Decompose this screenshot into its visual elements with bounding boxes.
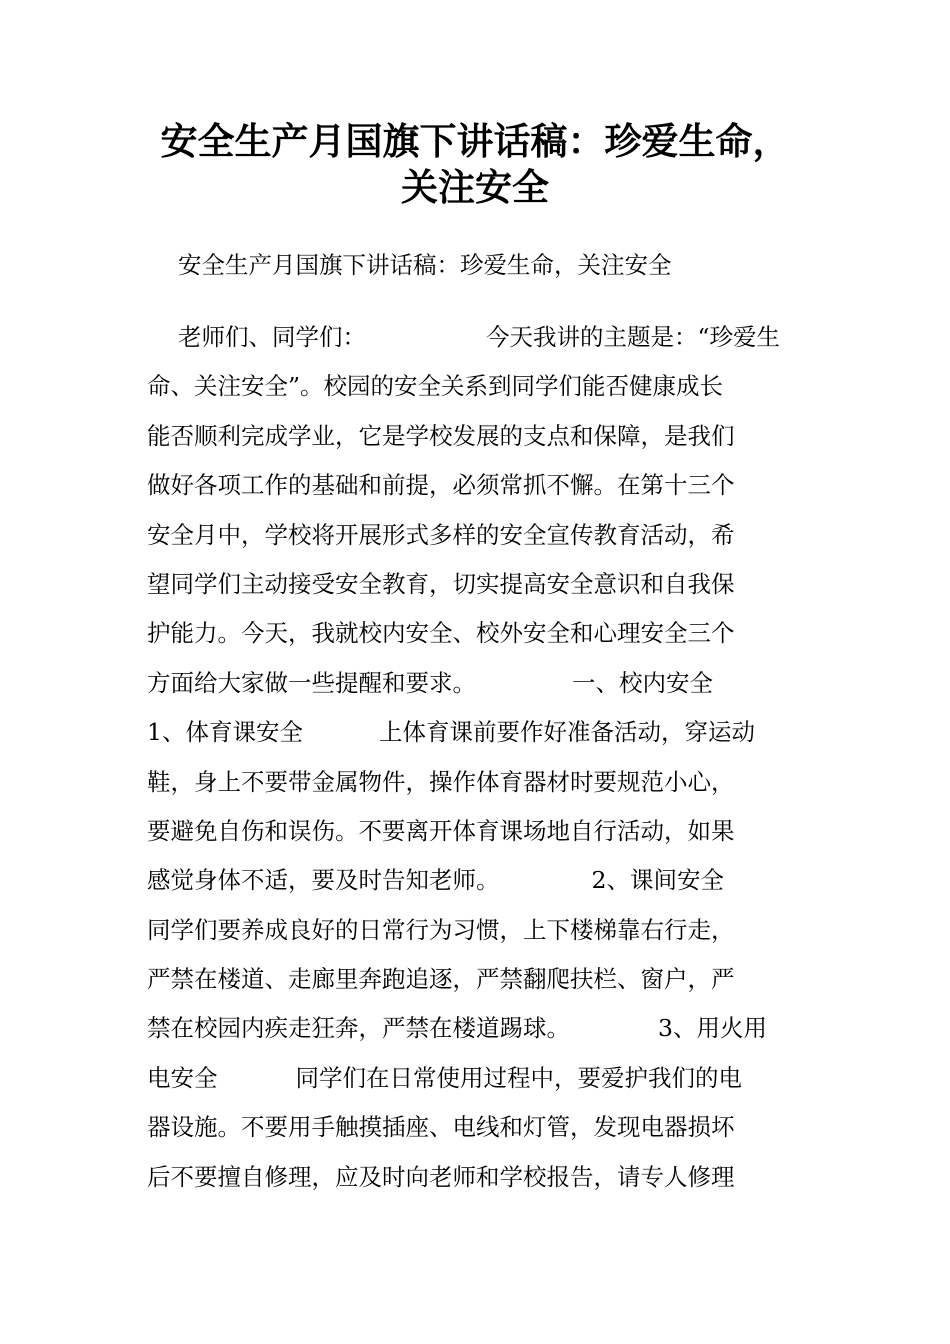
body-text-segment: 同学们要养成良好的日常行为习惯，上下楼梯靠右行走， (147, 915, 735, 944)
title-line-1: 安全生产月国旗下讲话稿：珍爱生命， (160, 119, 790, 163)
body-line (147, 713, 807, 762)
body-text-segment: 能否顺利完成学业，它是学校发展的支点和保障，是我们 (147, 421, 735, 450)
title-line-2: 关注安全 (401, 165, 549, 209)
body-text-segment: 安全月中，学校将开展形式多样的安全宣传教育活动，希 (147, 520, 735, 549)
document-body (147, 318, 807, 1207)
body-line (147, 565, 807, 614)
body-text-segment: 后不要擅自修理，应及时向老师和学校报告，请专人修理 (147, 1162, 735, 1191)
subsection-heading: 1、体育课安全 (147, 718, 303, 747)
document-subtitle: 安全生产月国旗下讲话稿：珍爱生命，关注安全 (178, 251, 672, 279)
body-text-segment: 方面给大家做一些提醒和要求。 (147, 668, 476, 697)
body-line (147, 318, 807, 367)
body-text-segment: 禁在校园内疾走狂奔，严禁在楼道踢球。 (147, 1014, 570, 1043)
body-line (147, 812, 807, 861)
body-line (147, 1158, 807, 1207)
body-text-segment: 同学们在日常使用过程中，要爱护我们的电 (295, 1063, 742, 1092)
body-line (147, 763, 807, 812)
document-title (120, 118, 830, 210)
body-text-segment: 护能力。今天，我就校内安全、校外安全和心理安全三个 (147, 619, 735, 648)
subsection-heading: 3、用火用 (658, 1014, 767, 1043)
body-line (147, 1108, 807, 1157)
body-text-segment: 上体育课前要作好准备活动，穿运动 (378, 718, 755, 747)
body-text-segment: 感觉身体不适，要及时告知老师。 (147, 866, 500, 895)
body-text-segment: 望同学们主动接受安全教育，切实提高安全意识和自我保 (147, 569, 735, 598)
body-line (147, 614, 807, 663)
body-text-segment: 要避免自伤和误伤。不要离开体育课场地自行活动，如果 (147, 816, 735, 845)
body-line (147, 417, 807, 466)
subsection-heading: 电安全 (147, 1063, 218, 1092)
body-text-segment: 器设施。不要用手触摸插座、电线和灯管，发现电器损坏 (147, 1113, 735, 1142)
body-line (147, 1009, 807, 1058)
body-line (147, 1059, 807, 1108)
subsection-heading: 2、课间安全 (591, 866, 724, 895)
body-text-segment: 今天我讲的主题是：“珍爱生 (486, 323, 781, 351)
body-line (147, 861, 807, 910)
body-text-segment: 鞋，身上不要带金属物件，操作体育器材时要规范小心， (147, 767, 735, 796)
body-line (147, 960, 807, 1009)
body-text-segment: 老师们、同学们： (178, 323, 366, 351)
body-text-segment: 做好各项工作的基础和前提，必须常抓不懈。在第十三个 (147, 471, 735, 500)
body-line (147, 911, 807, 960)
body-text-segment: 严禁在楼道、走廊里奔跑追逐，严禁翻爬扶栏、窗户，严 (147, 965, 735, 994)
body-line (147, 664, 807, 713)
section-heading: 一、校内安全 (572, 668, 713, 697)
body-line (147, 367, 807, 416)
body-line (147, 516, 807, 565)
body-line (147, 466, 807, 515)
body-text-segment: 命、关注安全”。校园的安全关系到同学们能否健康成长 (147, 372, 724, 401)
